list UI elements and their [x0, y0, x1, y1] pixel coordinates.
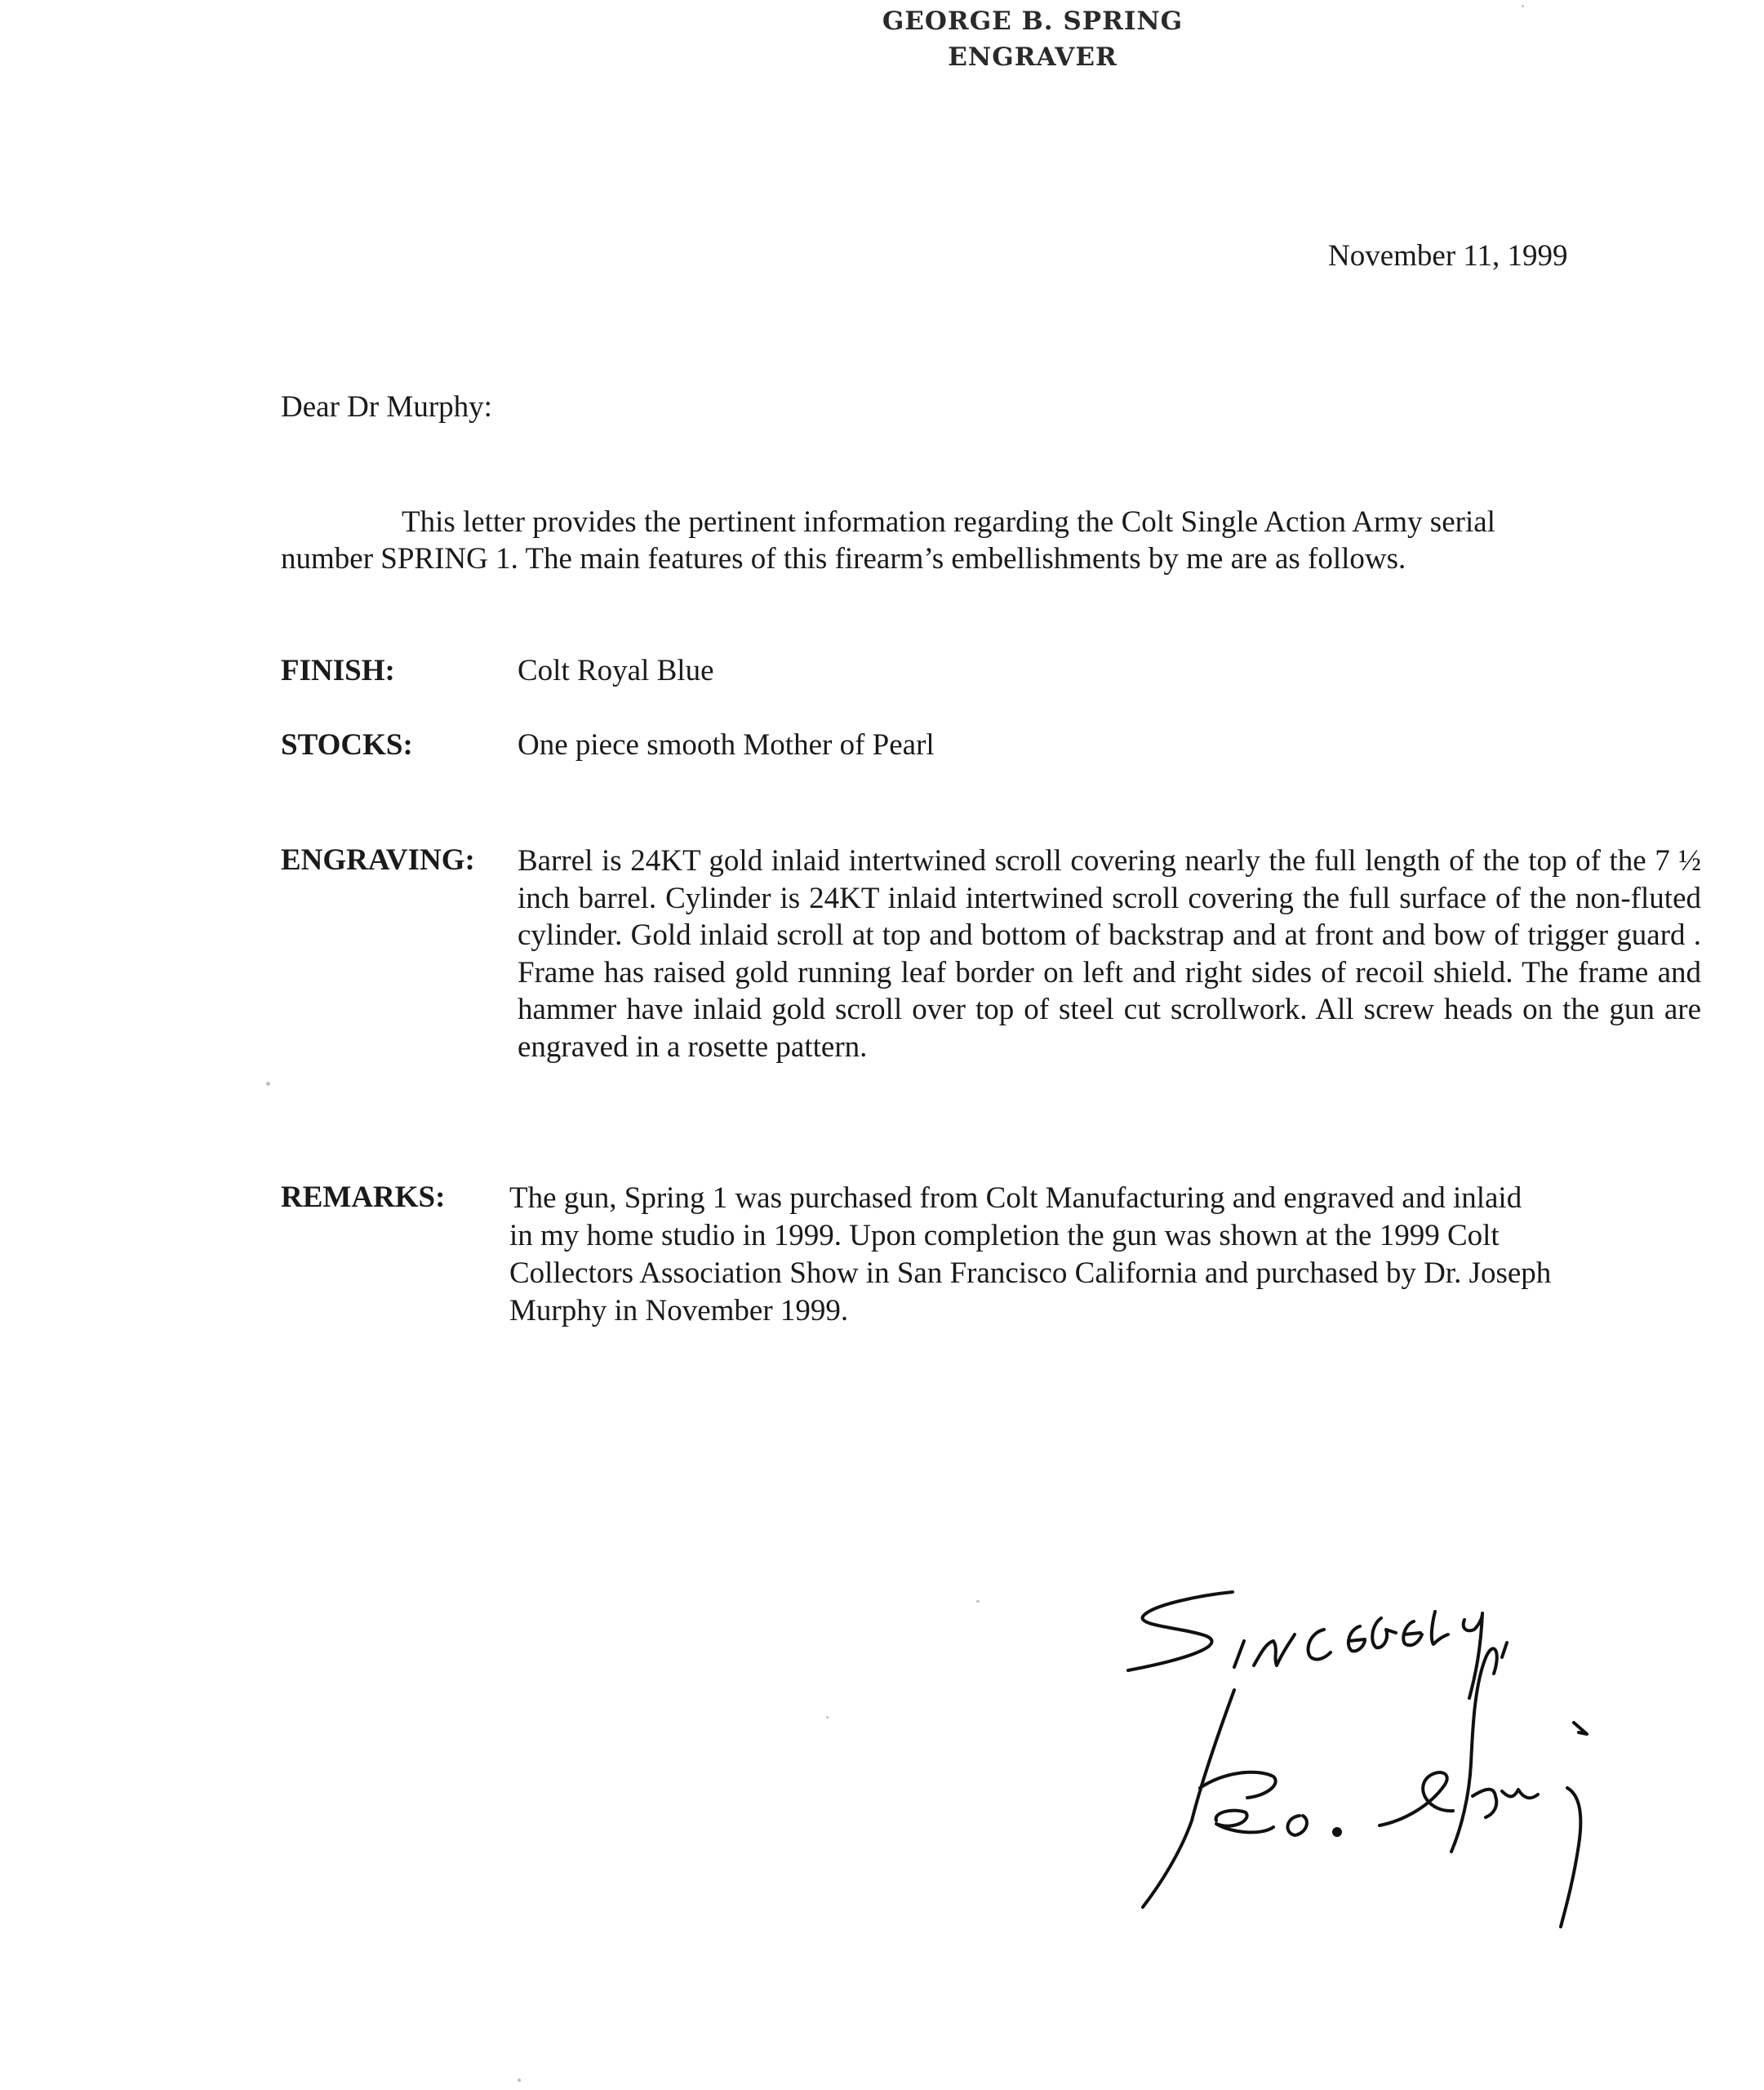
letter-date: November 11, 1999 — [1328, 239, 1568, 273]
engraving-label: ENGRAVING: — [281, 843, 475, 877]
signature-name — [1143, 1648, 1587, 1927]
stocks-label: STOCKS: — [281, 728, 413, 762]
handwritten-signature — [1110, 1576, 1763, 1968]
finish-label: FINISH: — [281, 654, 395, 687]
scan-speck — [1522, 5, 1524, 7]
remarks-line: The gun, Spring 1 was purchased from Colt Manufacturing and engraved and inlaid — [509, 1181, 1522, 1215]
engraving-text: Barrel is 24KT gold inlaid intertwined scroll covering nearly the full length of the top of the 7 ½ inch barrel. Cylinder is 24KT inlaid intertwined scroll covering the full surface of the non-fluted cylinder. Gold inlaid scroll at top and bottom of backstrap and at front and bow of trigger guard . Frame has raised gold running leaf border on left and right sides of recoil shield. The frame and hammer have inlaid gold scroll over top of steel cut scrollwork. All screw heads on the gun are engraved in a rosette pattern. — [518, 844, 1701, 1064]
remarks-line: Murphy in November 1999. — [509, 1294, 849, 1327]
remarks-text — [509, 1180, 1668, 1330]
scan-speck — [976, 1600, 980, 1603]
stocks-value: One piece smooth Mother of Pearl — [518, 728, 935, 762]
intro-line-2: number SPRING 1. The main features of this firearm’s embellishments by me are as follows. — [281, 542, 1406, 576]
scan-speck — [826, 1716, 829, 1719]
finish-value: Colt Royal Blue — [518, 654, 714, 687]
intro-line-1: This letter provides the pertinent information regarding the Colt Single Action Army serial — [402, 505, 1495, 539]
intro-paragraph — [281, 504, 1603, 577]
letterhead — [816, 3, 1249, 75]
signature-sincerely — [1128, 1592, 1507, 1698]
letterhead-name: GEORGE B. SPRING — [882, 7, 1184, 36]
letterhead-title: ENGRAVER — [948, 42, 1117, 72]
scan-speck — [266, 1082, 270, 1086]
remarks-line: in my home studio in 1999. Upon completion the gun was shown at the 1999 Colt — [509, 1219, 1500, 1252]
salutation: Dear Dr Murphy: — [281, 390, 492, 424]
remarks-line: Collectors Association Show in San Francisco California and purchased by Dr. Joseph — [509, 1256, 1552, 1290]
scan-speck — [518, 2079, 521, 2082]
remarks-label: REMARKS: — [281, 1181, 446, 1214]
